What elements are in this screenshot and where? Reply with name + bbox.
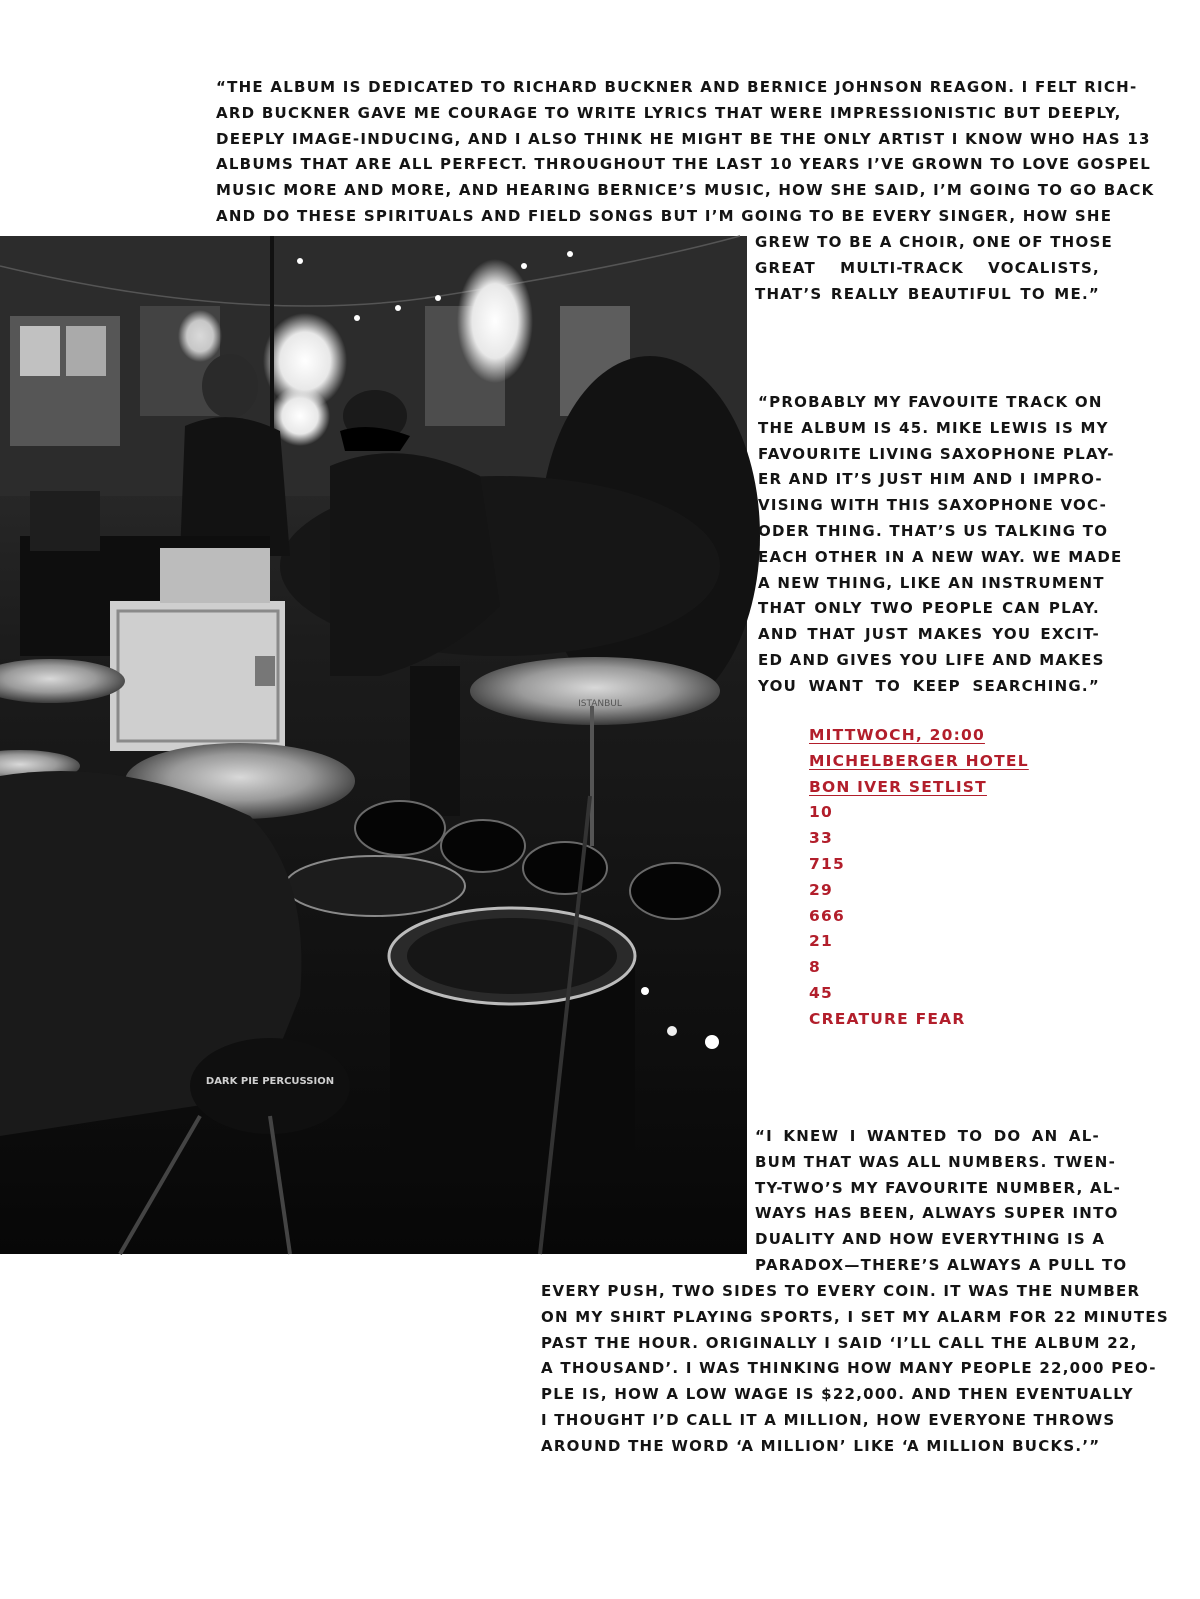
text-line: ALBUMS THAT ARE ALL PERFECT. THROUGHOUT THE LAST 10 YEARS I’VE GROWN TO LOVE GOSPEL	[216, 155, 1152, 174]
setlist-heading-title: BON IVER SETLIST	[809, 777, 987, 796]
quote-3-bottom	[541, 1279, 1169, 1460]
text-line: AND THAT JUST MAKES YOU EXCIT-	[758, 625, 1100, 644]
setlist-heading-date: MITTWOCH, 20:00	[809, 726, 985, 744]
setlist-song: 29	[809, 880, 833, 899]
text-line: ODER THING. THAT’S US TALKING TO	[758, 521, 1109, 540]
concert-photo	[0, 236, 747, 1254]
text-line: BUM THAT WAS ALL NUMBERS. TWEN-	[755, 1152, 1117, 1171]
text-line: PLE IS, HOW A LOW WAGE IS $22,000. AND THEN EVENTUALLY	[541, 1385, 1134, 1404]
text-line: ER AND IT’S JUST HIM AND I IMPRO-	[758, 470, 1103, 489]
setlist-song: 21	[809, 932, 833, 951]
text-line: EACH OTHER IN A NEW WAY. WE MADE	[758, 547, 1123, 566]
setlist-song: 10	[809, 803, 833, 822]
setlist-song: 45	[809, 983, 833, 1002]
text-line: ED AND GIVES YOU LIFE AND MAKES	[758, 650, 1105, 669]
text-line: THAT’S REALLY BEAUTIFUL TO ME.”	[755, 284, 1100, 303]
text-line: YOU WANT TO KEEP SEARCHING.”	[758, 676, 1100, 695]
text-line: WAYS HAS BEEN, ALWAYS SUPER INTO	[755, 1204, 1119, 1223]
cymbal-brand-text: ISTANBUL	[578, 699, 622, 709]
text-line: GREW TO BE A CHOIR, ONE OF THOSE	[755, 233, 1114, 251]
text-line: “I KNEW I WANTED TO DO AN AL-	[755, 1127, 1100, 1145]
setlist-song: 33	[809, 829, 833, 848]
text-line: PAST THE HOUR. ORIGINALLY I SAID ‘I’LL CALL THE ALBUM 22,	[541, 1333, 1138, 1352]
text-line: ON MY SHIRT PLAYING SPORTS, I SET MY ALARM FOR 22 MINUTES	[541, 1307, 1169, 1326]
text-line: THE ALBUM IS 45. MIKE LEWIS IS MY	[758, 418, 1109, 437]
text-line: VISING WITH THIS SAXOPHONE VOC-	[758, 496, 1108, 515]
text-line: EVERY PUSH, TWO SIDES TO EVERY COIN. IT WAS THE NUMBER	[541, 1282, 1141, 1300]
setlist-heading-venue: MICHELBERGER HOTEL	[809, 751, 1029, 770]
text-line: PARADOX—THERE’S ALWAYS A PULL TO	[755, 1255, 1128, 1274]
setlist-song: CREATURE FEAR	[809, 1009, 966, 1028]
text-line: “THE ALBUM IS DEDICATED TO RICHARD BUCKNER AND BERNICE JOHNSON REAGON. I FELT RICH-	[216, 78, 1138, 96]
quote-3-side	[755, 1124, 1128, 1279]
drum-logo-text: DARK PIE PERCUSSION	[205, 1076, 335, 1087]
text-line: ARD BUCKNER GAVE ME COURAGE TO WRITE LYRICS THAT WERE IMPRESSIONISTIC BUT DEEPLY,	[216, 103, 1122, 122]
text-line: AND DO THESE SPIRITUALS AND FIELD SONGS BUT I’M GOING TO BE EVERY SINGER, HOW SHE	[216, 206, 1113, 225]
setlist-song: 666	[809, 906, 845, 925]
setlist-song: 715	[809, 854, 845, 873]
setlist	[809, 723, 1029, 1033]
text-line: “PROBABLY MY FAVOUITE TRACK ON	[758, 393, 1103, 411]
text-line: THAT ONLY TWO PEOPLE CAN PLAY.	[758, 599, 1100, 618]
text-line: AROUND THE WORD ‘A MILLION’ LIKE ‘A MILLION BUCKS.’”	[541, 1436, 1101, 1455]
text-line: DEEPLY IMAGE-INDUCING, AND I ALSO THINK HE MIGHT BE THE ONLY ARTIST I KNOW WHO HAS 13	[216, 129, 1151, 148]
quote-2	[758, 390, 1123, 700]
text-line: A NEW THING, LIKE AN INSTRUMENT	[758, 573, 1105, 592]
setlist-song: 8	[809, 958, 821, 977]
text-line: GREAT MULTI-TRACK VOCALISTS,	[755, 258, 1100, 277]
text-line: MUSIC MORE AND MORE, AND HEARING BERNICE’S MUSIC, HOW SHE SAID, I’M GOING TO GO BACK	[216, 181, 1155, 200]
text-line: A THOUSAND’. I WAS THINKING HOW MANY PEOPLE 22,000 PEO-	[541, 1359, 1157, 1378]
quote-1-side	[755, 230, 1114, 307]
text-line: I THOUGHT I’D CALL IT A MILLION, HOW EVERYONE THROWS	[541, 1410, 1116, 1429]
text-line: TY-TWO’S MY FAVOURITE NUMBER, AL-	[755, 1178, 1122, 1197]
text-line: FAVOURITE LIVING SAXOPHONE PLAY-	[758, 444, 1115, 463]
quote-1-top	[216, 75, 1155, 230]
text-line: DUALITY AND HOW EVERYTHING IS A	[755, 1230, 1106, 1249]
